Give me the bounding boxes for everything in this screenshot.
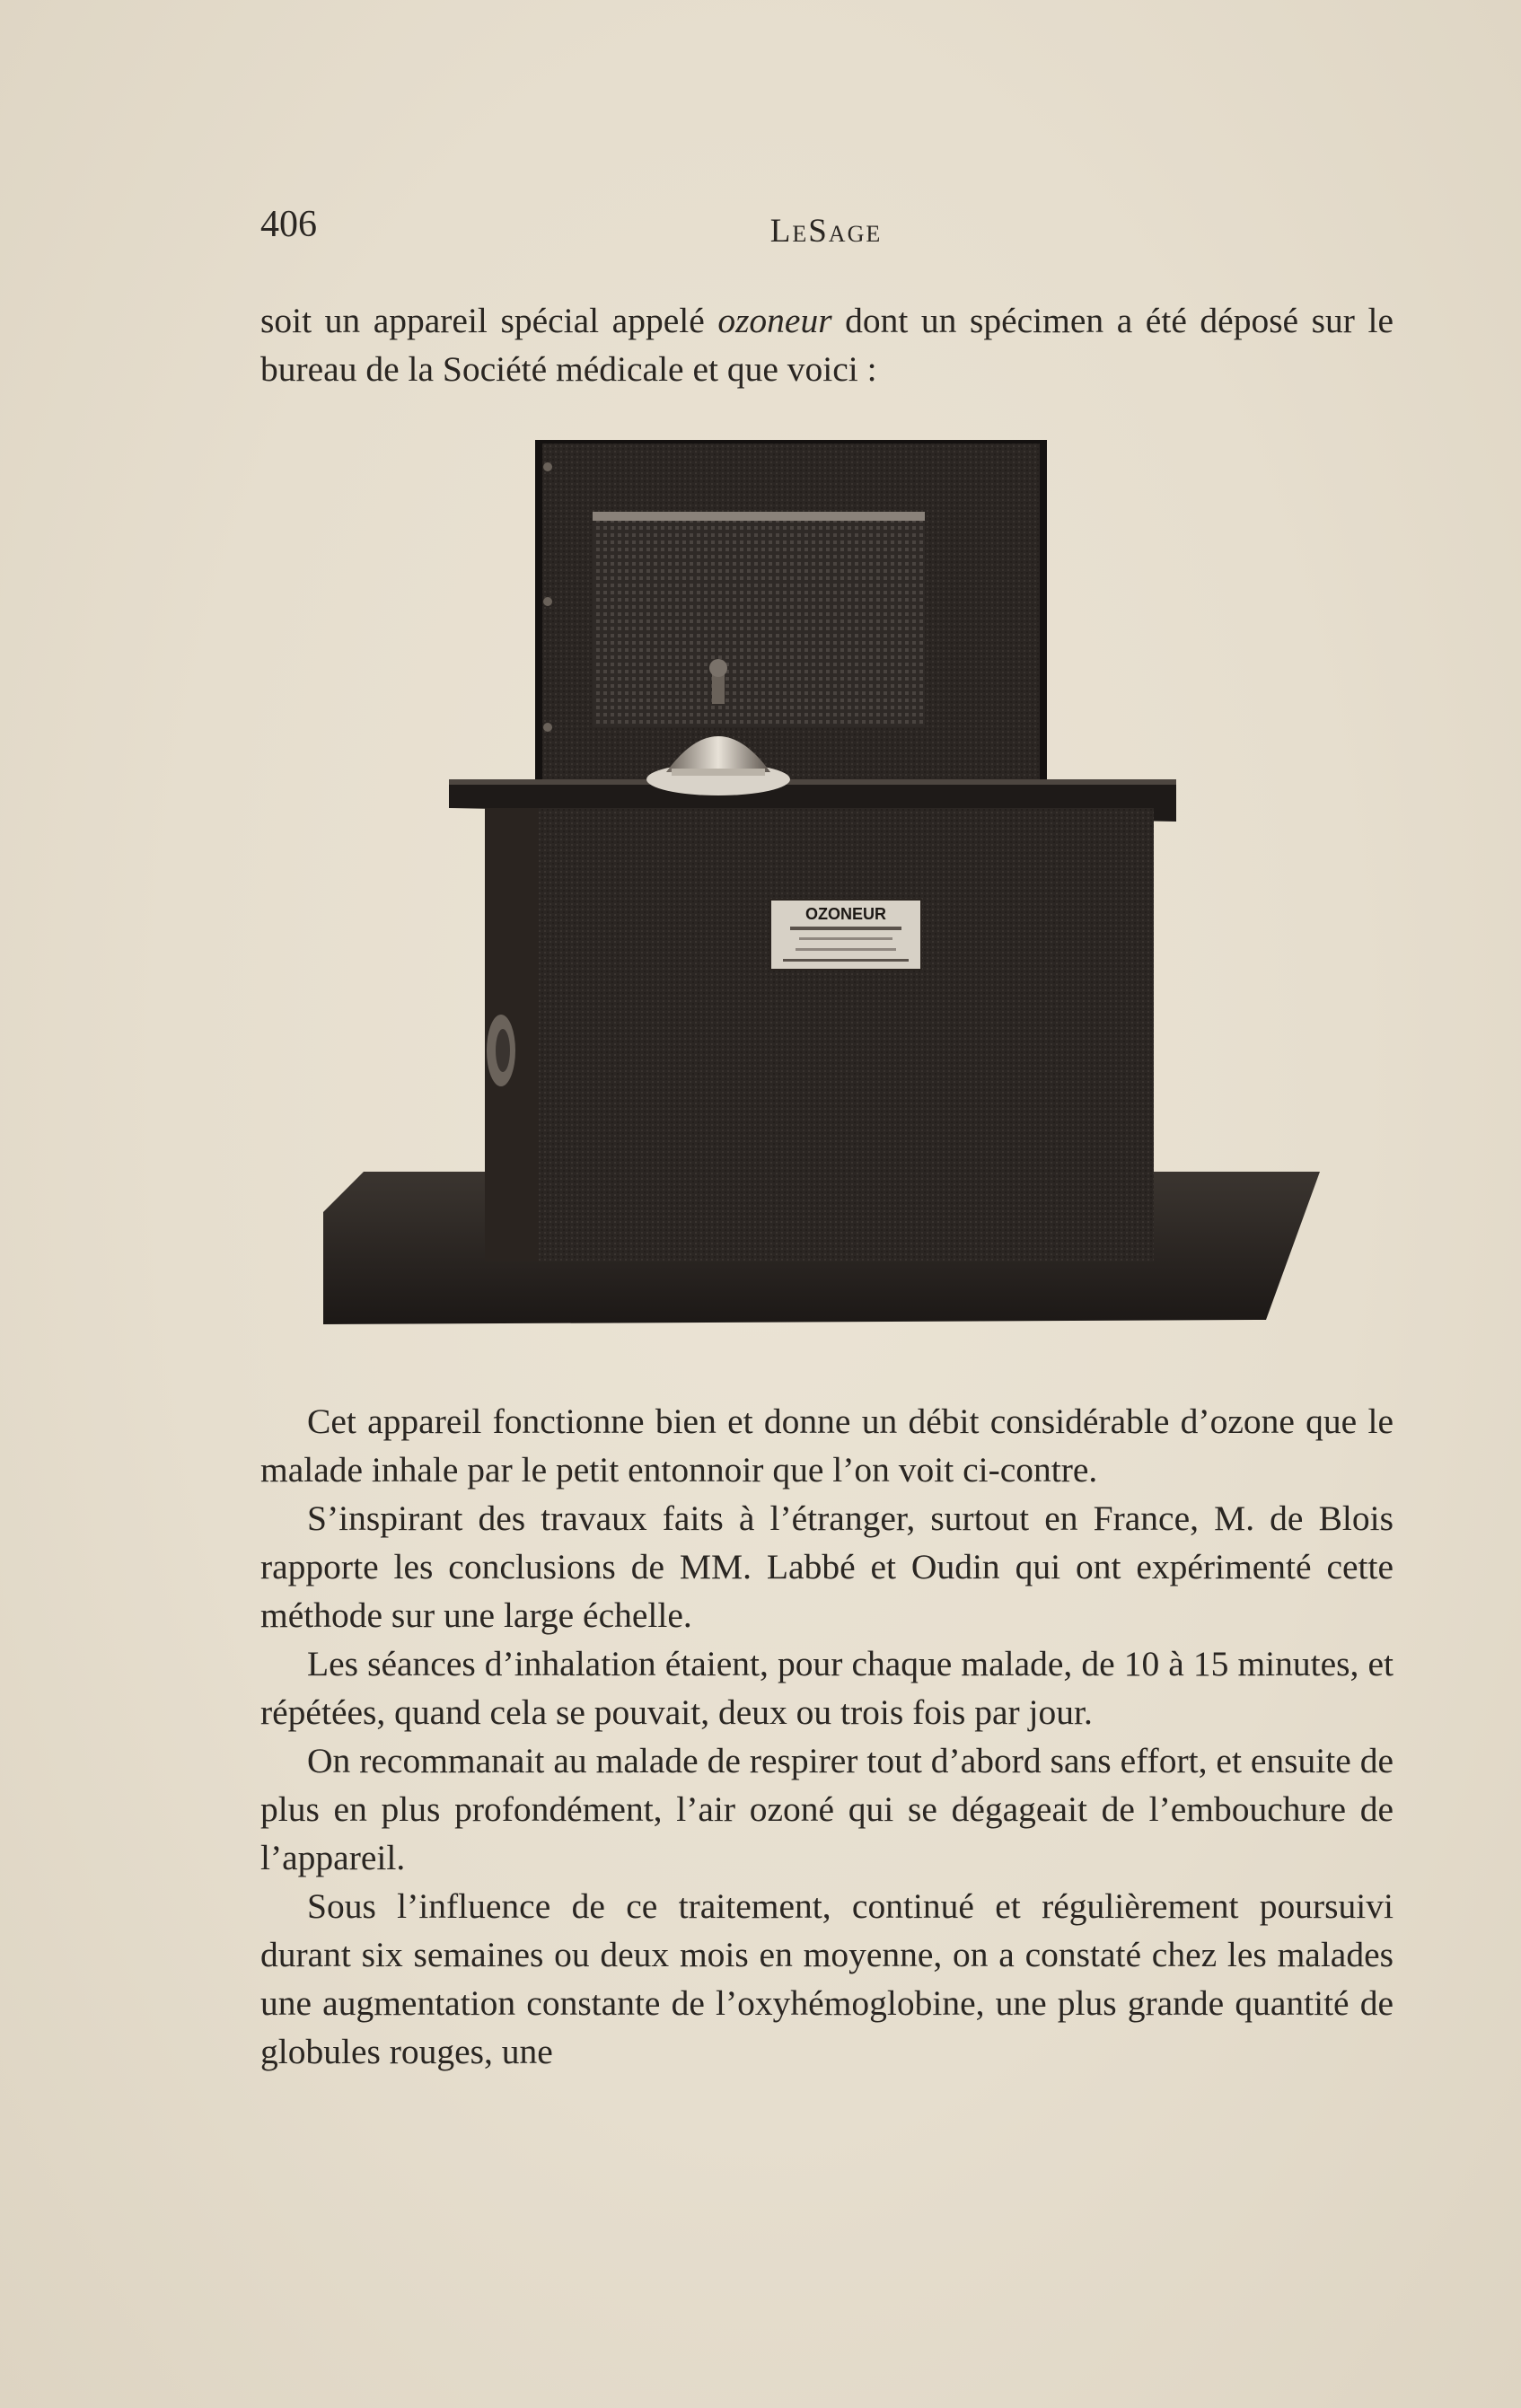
intro-text-start: soit un appareil spécial appelé xyxy=(260,301,718,340)
intro-italic-word: ozoneur xyxy=(717,301,832,340)
running-head: LeSage xyxy=(769,213,883,250)
ozoneur-photograph xyxy=(323,440,1320,1324)
paragraph-1: Cet appareil fonctionne bien et donne un débit considérable d’ozone que le malade inhale par le petit entonnoir que l’on voit ci-contre. xyxy=(260,1402,1394,1490)
intro-text-end: dont un spécimen a été déposé sur le bureau de la Société médicale et que voici : xyxy=(260,301,1394,389)
page-header xyxy=(260,203,1392,257)
paragraph-4: On recommanait au malade de respirer tout d’abord sans effort, et ensuite de plus en plus profondément, l’air ozoné qui se dégageait de l’embouchure de l’appareil. xyxy=(260,1741,1394,1877)
intro-text xyxy=(260,296,1394,393)
lid-mesh xyxy=(593,512,925,727)
label-title: OZONEUR xyxy=(805,905,886,923)
paragraph-5: Sous l’influence de ce traitement, continué et régulièrement poursuivi durant six semaines ou deux mois en moyenne, on a constaté chez les malades une augmentation constante de l’oxyhémoglobine, une plus grande quantité de globules rouges, une xyxy=(260,1886,1394,2071)
paragraph-3: Les séances d’inhalation étaient, pour chaque malade, de 10 à 15 minutes, et répétées, quand cela se pouvait, deux ou trois fois par jour. xyxy=(260,1644,1394,1732)
body-text xyxy=(260,1397,1394,2076)
paragraph-2: S’inspirant des travaux faits à l’étranger, surtout en France, M. de Blois rapporte les conclusions de MM. Labbé et Oudin qui ont expérimenté cette méthode sur une large échelle. xyxy=(260,1498,1394,1635)
intro-paragraph xyxy=(260,296,1394,393)
box-body xyxy=(485,808,1154,1261)
page-number: 406 xyxy=(260,204,317,245)
